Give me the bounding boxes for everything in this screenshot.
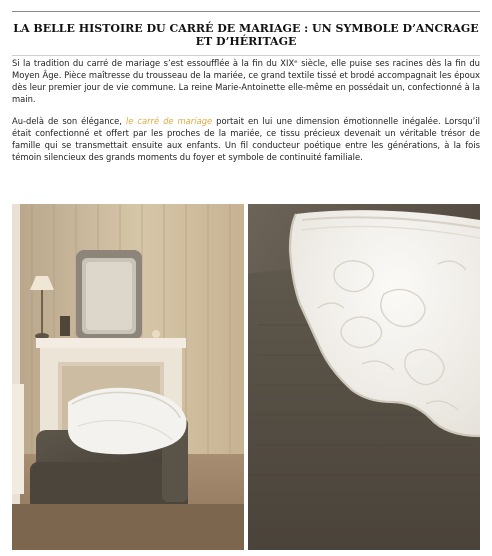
title-divider: [12, 55, 480, 56]
photo-room-scene: [12, 204, 244, 550]
article-title: LA BELLE HISTOIRE DU CARRÉ DE MARIAGE : UN SYMBOLE D’ANCRAGE ET D’HÉRITAGE: [13, 22, 479, 48]
paragraph-emotion-start: Au-delà de son élégance,: [12, 116, 126, 126]
paragraph-intro: Si la tradition du carré de mariage s’est essoufflée à la fin du XIXᵉ siècle, elle puise ses racines dès la fin du Moyen Âge. Pièce maîtresse du trousseau de la mariée, ce grand textile tissé et brodé accompagnait les époux dès leur premier jour de vie commune. La reine Marie-Antoinette elle-même en possédait un, confectionné à la main.: [12, 58, 480, 104]
photo-quilt-closeup: [248, 204, 480, 550]
paragraph-emotion-end: portait en lui une dimension émotionnelle inégalée. Lorsqu’il était confectionné et offert par les proches de la mariée, ce tissu précieux devenait un véritable trésor de famille qui se transmettait ensuite aux enfants. Un fil conducteur poétique entre les générations, à la fois témoin silencieux des grands moments du foyer et symbole de continuité familiale.: [12, 116, 480, 162]
top-divider: [12, 11, 480, 12]
carre-de-mariage-link[interactable]: le carré de mariage: [125, 116, 213, 126]
paragraph-emotion: [12, 115, 480, 163]
